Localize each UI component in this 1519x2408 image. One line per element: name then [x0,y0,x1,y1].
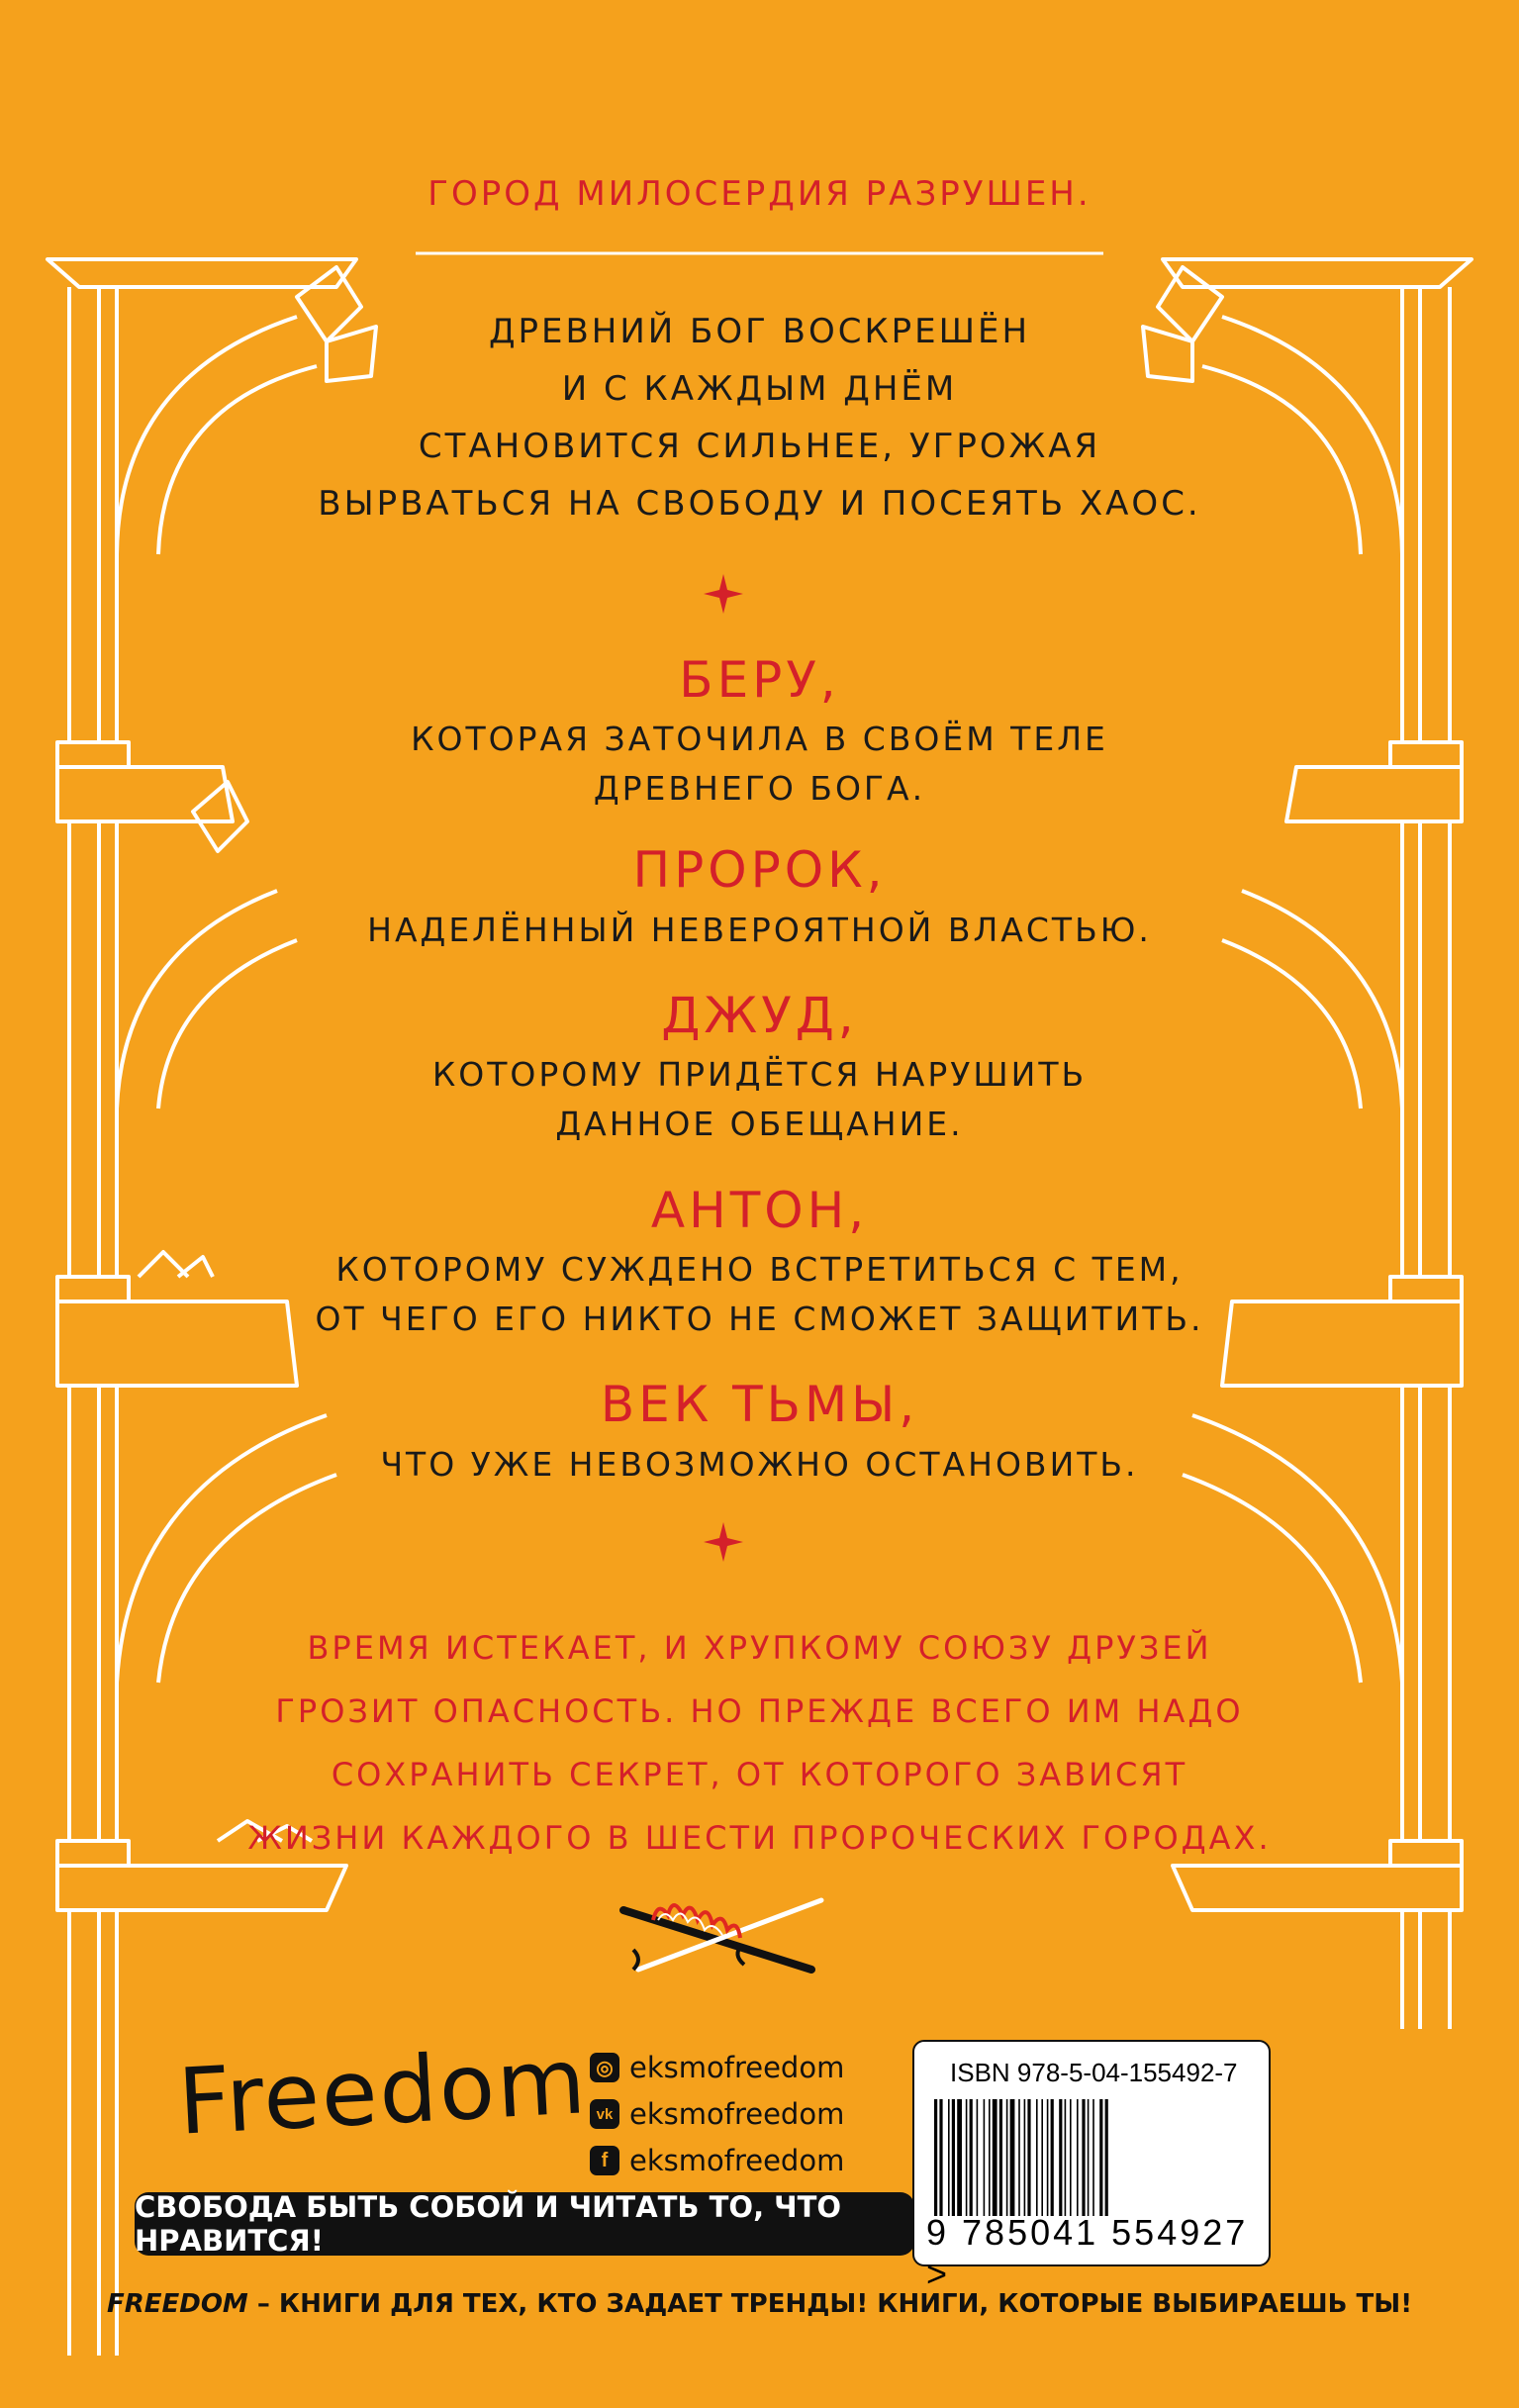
character-name-dark-age: ВЕК ТЬМЫ, [600,1376,919,1433]
intro-line: ВЫРВАТЬСЯ НА СВОБОДУ И ПОСЕЯТЬ ХАОС. [318,484,1201,524]
desc-line: НАДЕЛЁННЫЙ НЕВЕРОЯТНОЙ ВЛАСТЬЮ. [367,911,1152,949]
barcode-bar [1082,2099,1085,2216]
barcode-bar [999,2099,1002,2216]
barcode-bar [1077,2099,1079,2216]
footer-tagline [0,2289,1519,2319]
desc-line: ДРЕВНЕГО БОГА. [593,769,926,808]
desc-line: ЧТО УЖЕ НЕВОЗМОЖНО ОСТАНОВИТЬ. [380,1445,1139,1484]
character-name-anton: АНТОН, [650,1182,869,1239]
barcode-bar [1010,2099,1015,2216]
barcode-number: 9 785041 554927 > [926,2212,1249,2294]
intro-line: ДРЕВНИЙ БОГ ВОСКРЕШЁН [488,312,1031,351]
barcode-bar [1036,2099,1038,2216]
outro-line: СОХРАНИТЬ СЕКРЕТ, ОТ КОТОРОГО ЗАВИСЯТ [331,1756,1188,1793]
barcode-bar [948,2099,950,2216]
outro-line: ЖИЗНИ КАЖДОГО В ШЕСТИ ПРОРОЧЕСКИХ ГОРОДАХ. [247,1819,1272,1857]
barcode-bar [1088,2099,1090,2216]
desc-line: КОТОРОМУ ПРИДЁТСЯ НАРУШИТЬ [431,1055,1088,1094]
barcode-bar [989,2099,991,2216]
character-name-prorok: ПРОРОК, [632,841,887,899]
freedom-logo: Freedom [175,2028,591,2156]
barcode-bar [1047,2099,1049,2216]
character-desc-dark-age [0,1440,1519,1490]
outro-line: ВРЕМЯ ИСТЕКАЕТ, И ХРУПКОМУ СОЮЗУ ДРУЗЕЙ [307,1629,1212,1667]
barcode-bar [1059,2099,1062,2216]
intro-text [0,303,1519,532]
barcode-bar [1027,2099,1030,2216]
crossed-swords-icon [614,1890,831,1979]
barcode-bar [1065,2099,1067,2216]
barcode-bar [977,2099,979,2216]
barcode-bar [934,2099,937,2216]
social-handle: eksmofreedom [629,2144,845,2177]
barcode-bar [1051,2099,1054,2216]
intro-line: СТАНОВИТСЯ СИЛЬНЕЕ, УГРОЖАЯ [418,427,1101,466]
isbn-label: ISBN 978-5-04-155492-7 [950,2058,1238,2087]
barcode-bar [993,2099,997,2216]
facebook-icon: f [590,2146,619,2175]
barcode-bar [970,2099,973,2216]
star-divider-icon [704,1522,743,1562]
barcode-bars [930,2099,1253,2216]
social-instagram[interactable] [590,2050,844,2085]
desc-line: ДАННОЕ ОБЕЩАНИЕ. [555,1105,964,1143]
character-name-beru: БЕРУ, [679,651,840,709]
barcode-bar [1006,2099,1008,2216]
barcode-bar [939,2099,942,2216]
barcode-bar [1092,2099,1094,2216]
barcode-bar [1099,2099,1102,2216]
footer-text: – КНИГИ ДЛЯ ТЕХ, КТО ЗАДАЕТ ТРЕНДЫ! КНИГИ, КОТОРЫЕ ВЫБИРАЕШЬ ТЫ! [247,2289,1413,2319]
barcode-bar [1070,2099,1072,2216]
barcode-bar [952,2099,955,2216]
social-handle: eksmofreedom [629,2051,845,2084]
outro-line: ГРОЗИТ ОПАСНОСТЬ. НО ПРЕЖДЕ ВСЕГО ИМ НАДО [275,1692,1244,1730]
barcode-bar [1041,2099,1043,2216]
barcode-bar [966,2099,968,2216]
character-name-jude: ДЖУД, [661,987,858,1044]
barcode-bar [1018,2099,1020,2216]
vk-icon: vk [590,2099,619,2129]
social-vk[interactable] [590,2096,844,2132]
desc-line: КОТОРОМУ СУЖДЕНО ВСТРЕТИТЬСЯ С ТЕМ, [335,1250,1184,1289]
barcode-bar [957,2099,962,2216]
character-desc-beru [0,715,1519,814]
slogan-banner: СВОБОДА БЫТЬ СОБОЙ И ЧИТАТЬ ТО, ЧТО НРАВИТСЯ! [135,2192,914,2256]
desc-line: КОТОРАЯ ЗАТОЧИЛА В СВОЁМ ТЕЛЕ [411,720,1108,758]
barcode-bar [1105,2099,1108,2216]
star-divider-icon [704,574,743,614]
footer-brand: FREEDOM [106,2289,248,2319]
social-handle: eksmofreedom [629,2097,845,2131]
intro-line: И С КАЖДЫМ ДНЁМ [561,369,958,409]
character-desc-jude [0,1050,1519,1149]
character-desc-prorok [0,906,1519,955]
headline: ГОРОД МИЛОСЕРДИЯ РАЗРУШЕН. [427,174,1092,214]
isbn-barcode [912,2040,1271,2294]
closing-text [0,1616,1519,1870]
social-facebook[interactable] [590,2143,844,2178]
character-desc-anton [0,1245,1519,1344]
desc-line: ОТ ЧЕГО ЕГО НИКТО НЕ СМОЖЕТ ЗАЩИТИТЬ. [315,1300,1204,1338]
barcode-bar [1024,2099,1026,2216]
instagram-icon: ◎ [590,2053,619,2082]
barcode-bar [984,2099,986,2216]
